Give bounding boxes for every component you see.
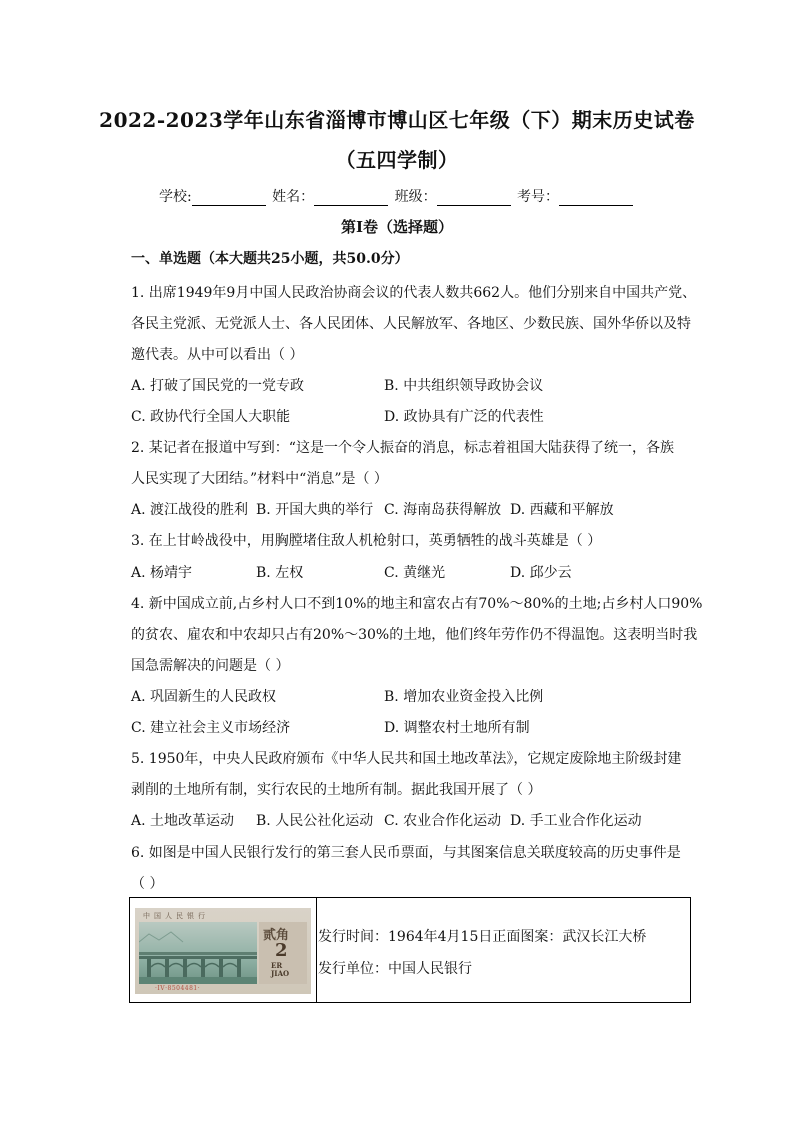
denomination-numeral: 2: [275, 940, 288, 961]
q4-option-c[interactable]: C. 建立社会主义市场经济: [131, 720, 291, 736]
q1-option-b[interactable]: B. 中共组织领导政协会议: [384, 378, 544, 394]
q4-option-a[interactable]: A. 巩固新生的人民政权: [131, 689, 277, 705]
bridge-scene: [139, 922, 257, 984]
q2-option-c[interactable]: C. 海南岛获得解放: [384, 502, 502, 518]
class-blank[interactable]: [437, 191, 511, 206]
banknote-image: [135, 908, 311, 994]
school-label: 学校:: [158, 189, 192, 205]
issuer-line: 发行单位：中国人民银行: [318, 961, 472, 977]
q2-line-2: 人民实现了大团结。”材料中“消息”是（ ）: [131, 471, 388, 487]
q3-option-a[interactable]: A. 杨靖宇: [131, 565, 193, 581]
q3-option-b[interactable]: B. 左权: [256, 565, 304, 581]
q6-line-1: 6. 如图是中国人民银行发行的第三套人民币票面，与其图案信息关联度较高的历史事件是: [131, 845, 681, 861]
q5-option-a[interactable]: A. 土地改革运动: [131, 813, 235, 829]
q1-option-d[interactable]: D. 政协具有广泛的代表性: [384, 409, 544, 425]
exam-subtitle: （五四学制）: [335, 148, 459, 172]
q1-line-1: 1. 出席1949年9月中国人民政治协商会议的代表人数共662人。他们分别来自中国共产党、: [131, 285, 697, 301]
yangtze-bridge-icon: [139, 922, 257, 984]
q1-option-a[interactable]: A. 打破了国民党的一党专政: [131, 378, 305, 394]
issue-info-line: 发行时间：1964年4月15日正面图案：武汉长江大桥: [318, 929, 647, 945]
q1-option-c[interactable]: C. 政协代行全国人大职能: [131, 409, 291, 425]
banknote-info-cell: [317, 898, 690, 1002]
class-label: 班级：: [394, 189, 437, 205]
q2-option-b[interactable]: B. 开国大典的举行: [256, 502, 374, 518]
q4-line-1: 4. 新中国成立前,占乡村人口不到10%的地主和富农占有70%～80%的土地;占乡村人口90%: [131, 596, 703, 612]
q6-info-table: [129, 897, 691, 1003]
q1-line-3: 邀代表。从中可以看出（ ）: [131, 347, 304, 363]
student-info-row: [0, 186, 794, 206]
q4-line-2: 的贫农、雇农和中农却只占有20%～30%的土地，他们终年劳作仍不得温饱。这表明当时我: [131, 627, 698, 643]
exam-title: 2022-2023学年山东省淄博市博山区七年级（下）期末历史试卷: [99, 108, 695, 132]
section-heading: 一、单选题（本大题共25小题，共50.0分）: [131, 251, 409, 267]
school-blank[interactable]: [192, 191, 266, 206]
q5-option-b[interactable]: B. 人民公社化运动: [256, 813, 374, 829]
volume-heading: 第I卷（选择题）: [340, 218, 454, 236]
q3-line-1: 3. 在上甘岭战役中，用胸膛堵住敌人机枪射口，英勇牺牲的战斗英雄是（ ）: [131, 533, 602, 549]
banknote-cell: [130, 898, 317, 1002]
q6-line-2: （ ）: [131, 876, 164, 892]
q4-line-3: 国急需解决的问题是（ ）: [131, 658, 290, 674]
q5-line-1: 5. 1950年，中央人民政府颁布《中华人民共和国土地改革法》，它规定废除地主阶级封建: [131, 751, 682, 767]
q4-option-b[interactable]: B. 增加农业资金投入比例: [384, 689, 544, 705]
denomination-text: 贰角: [263, 928, 290, 943]
q4-option-d[interactable]: D. 调整农村土地所有制: [384, 720, 530, 736]
exam-number-blank[interactable]: [559, 191, 633, 206]
q3-option-d[interactable]: D. 邱少云: [510, 565, 572, 581]
name-blank[interactable]: [314, 191, 388, 206]
q5-line-2: 剥削的土地所有制，实行农民的土地所有制。据此我国开展了（ ）: [131, 782, 542, 798]
q5-option-d[interactable]: D. 手工业合作化运动: [510, 813, 642, 829]
denomination-latin: ER JIAO: [271, 961, 290, 978]
q2-option-d[interactable]: D. 西藏和平解放: [510, 502, 614, 518]
name-label: 姓名：: [272, 189, 315, 205]
q1-line-2: 各民主党派、无党派人士、各人民团体、人民解放军、各地区、少数民族、国外华侨以及特: [131, 316, 691, 332]
denomination-panel: [259, 922, 307, 984]
banknote-serial: ·IV·8504481·: [155, 985, 201, 992]
q5-option-c[interactable]: C. 农业合作化运动: [384, 813, 502, 829]
banknote-header: 中国人民银行: [143, 912, 209, 920]
q2-option-a[interactable]: A. 渡江战役的胜利: [131, 502, 249, 518]
q2-line-1: 2. 某记者在报道中写到：“这是一个令人振奋的消息，标志着祖国大陆获得了统一，各族: [131, 440, 674, 456]
q3-option-c[interactable]: C. 黄继光: [384, 565, 446, 581]
exam-number-label: 考号：: [517, 189, 560, 205]
